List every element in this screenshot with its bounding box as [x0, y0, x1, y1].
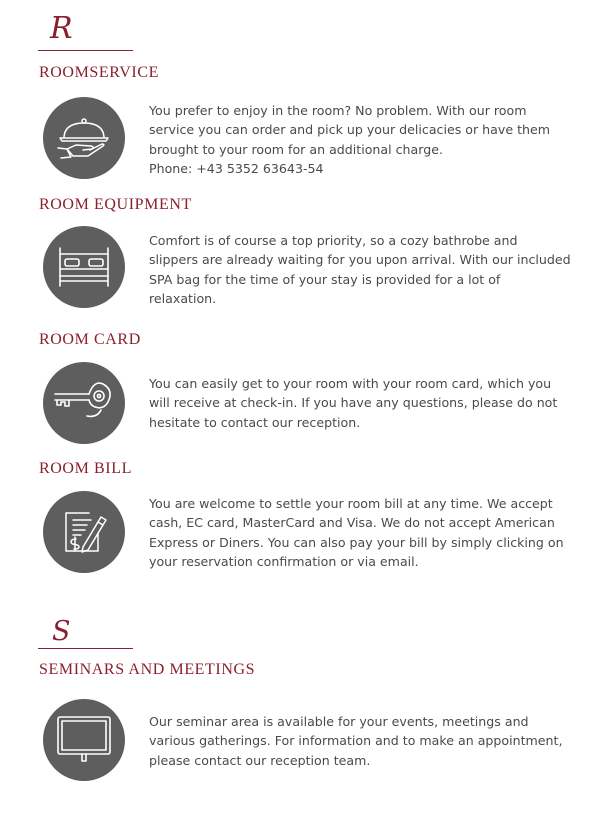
roomservice-description [149, 101, 561, 178]
description-line: cash, EC card, MasterCard and Visa. We do not accept American [149, 515, 555, 531]
section-title-seminars-and-meetings: SEMINARS AND MEETINGS [39, 661, 256, 678]
room-equipment-description [149, 231, 571, 308]
section-title-room-card: ROOM CARD [39, 331, 141, 348]
description-line: Express or Diners. You can also pay your bill by simply clicking on [149, 534, 564, 550]
section-letter-s: S [52, 616, 71, 647]
description-line: You are welcome to settle your room bill at any time. We accept [149, 496, 553, 511]
section-title-roomservice: ROOMSERVICE [39, 64, 159, 81]
presentation-screen-icon [43, 699, 125, 781]
key-icon [43, 362, 125, 444]
room-card-description [149, 374, 561, 432]
description-line: Our seminar area is available for your events, meetings and [149, 714, 529, 729]
description-line: please contact our reception team. [149, 752, 371, 768]
section-title-room-equipment: ROOM EQUIPMENT [39, 196, 192, 213]
bed-icon [43, 226, 125, 308]
section-title-room-bill: ROOM BILL [39, 460, 132, 477]
description-line: brought to your room for an additional charge. [149, 141, 443, 157]
description-line: service you can order and pick up your delicacies or have them [149, 122, 551, 138]
description-line: SPA bag for the time of your stay is provided for a lot of [149, 271, 501, 287]
description-line: relaxation. [149, 290, 217, 306]
description-line: will receive at check-in. If you have any questions, please do not [149, 395, 558, 411]
description-line: slippers are already waiting for you upon arrival. With our included [149, 252, 571, 268]
description-line: Phone: +43 5352 63643-54 [149, 160, 324, 176]
letter-s-underline [38, 648, 133, 649]
description-line: You can easily get to your room with your room card, which you [149, 376, 552, 391]
seminars-description [149, 712, 561, 770]
description-line: hesitate to contact our reception. [149, 414, 361, 430]
bill-pen-icon [43, 491, 125, 573]
description-line: various gatherings. For information and to make an appointment, [149, 733, 563, 749]
description-line: Comfort is of course a top priority, so a cozy bathrobe and [149, 233, 518, 248]
letter-r-underline [38, 50, 133, 51]
description-line: your reservation confirmation or via email. [149, 553, 419, 569]
section-letter-r: R [50, 11, 73, 46]
description-line: You prefer to enjoy in the room? No problem. With our room [149, 103, 527, 118]
room-bill-description [149, 494, 564, 571]
room-service-cloche-icon [43, 97, 125, 179]
